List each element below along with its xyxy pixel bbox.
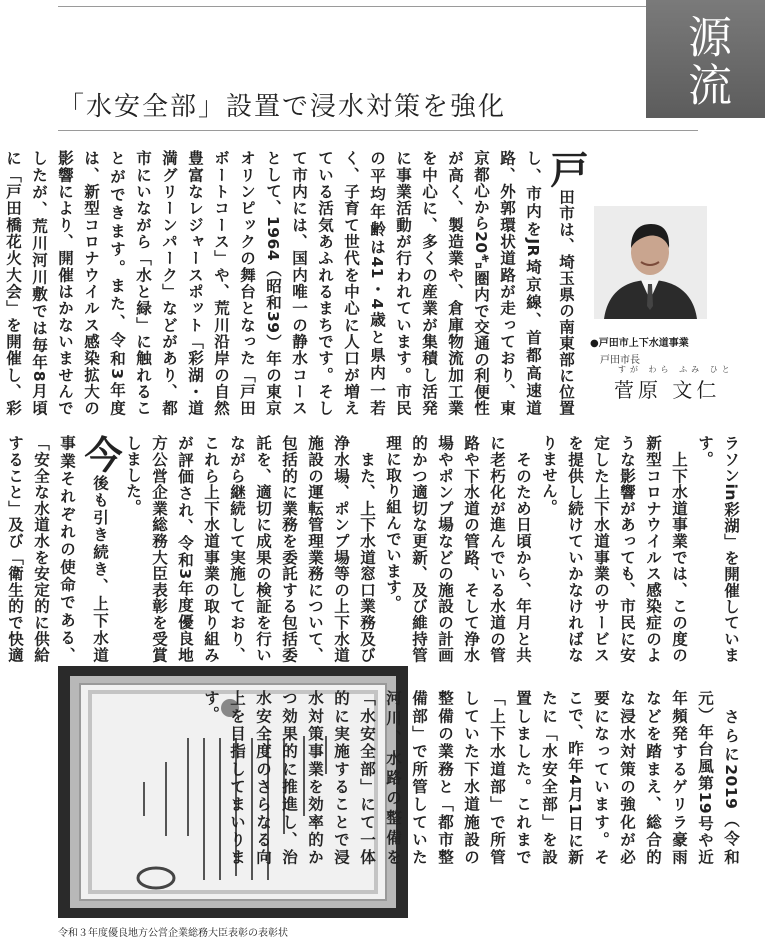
author-name: 菅原 文仁 [614, 378, 721, 402]
photo-caption: 令和３年度優良地方公営企業総務大臣表彰の表彰状 [58, 928, 288, 939]
article-column-1 [4, 150, 588, 416]
paragraph-text: さらに2019（令和元）年台風第19号や近年頻発するゲリラ豪雨などを踏まえ、総合的な浸水対策の強化が必要になっています。そこで、昨年4月1日に新たに「水安全部」を設置しました。これまで「上下水道部」で所管していた下水道施設の整備の業務と「都市整備部」で所管していた河川、水路の整備を「水安全部」にて一体的に実施することで浸水対策事業を効率的かつ効果的に推進し、治水安全度のさらなる向上を目指してまいります。 [202, 690, 740, 866]
paragraph [198, 690, 744, 865]
paragraph: ラソンin彩湖」を開催しています。 [696, 435, 740, 663]
column-badge [646, 0, 765, 118]
article-column-2 [6, 435, 744, 664]
article-headline: 「水安全部」設置で浸水対策を強化 [58, 92, 507, 122]
author-portrait [594, 206, 707, 319]
paragraph-text: また、上下水道窓口業務及び浄水場、ポンプ場等の上下水道施設の運転管理業務について、包括的に業務を委託する包括委託を、適切に成果の検証を行いながら継続して実施しており、これら上下水道事業の取り組みが評価され、令和3年度優良地方公営企業総務大臣表彰を受賞しました。 [124, 435, 376, 664]
paragraph-text: 上下水道事業では、この度の新型コロナウイルス感染症のような影響があっても、市民に安定した上下水道事業のサービスを提供し続けていかなければなりません。 [540, 435, 688, 664]
author-caption [590, 334, 760, 366]
author-affiliation: ●戸田市上下水道事業 [590, 338, 689, 349]
paragraph [536, 435, 692, 663]
dropcap: 戸 [544, 150, 588, 189]
paragraph-text: 田市は、埼玉県の南東部に位置し、市内をJR埼京線、首都高速道路、外郭環状道路が走っており、東京都心から20㌔圏内で交通の利便性が高く、製造業や、倉庫物流加工業を中心に、多くの産業が集積し活発に事業活動が行われています。市民の平均年齢は41・4歳と県内一若く、子育て世代を中心に人口が増えている活気あふれるまちです。そして市内には、国内唯一の静水コースとして、1964（昭和39）年の東京オリンピックの舞台となった「戸田ボートコース」や、荒川沿岸の自然豊富なレジャースポット「彩湖・道満グリーンパーク」などがあり、都市にいながら「水と緑」に触れることができます。また、令和3年度は、新型コロナウイルス感染拡大の影響により、開催はかないませんでしたが、荒川河川敷では毎年8月頃に「戸田橋花火大会」を開催し、彩 [4, 150, 575, 416]
top-rule [58, 6, 698, 7]
paragraph-text: 後も引き続き、上下水道事業それぞれの使命である、「安全な水道水を安定的に供給すること」及び「衛生的で快適 [6, 435, 109, 664]
dropcap: 今 [78, 435, 122, 475]
paragraph [0, 150, 586, 416]
paragraph [380, 435, 536, 663]
article-column-3 [202, 690, 744, 866]
column-badge-text: 源流 [680, 14, 731, 110]
paragraph [0, 435, 120, 663]
paragraph-text: そのため日頃から、年月と共に老朽化が進んでいる水道の管路や下水道の管路、そして浄水場やポンプ場などの施設の計画的かつ適切な更新、及び維持管理に取り組んでいます。 [384, 435, 532, 664]
author-position: 戸田市長 [600, 355, 640, 366]
author-name-ruby: すが わら ふみ ひと [618, 365, 734, 374]
paragraph [120, 435, 380, 663]
headline-rule [58, 130, 698, 131]
